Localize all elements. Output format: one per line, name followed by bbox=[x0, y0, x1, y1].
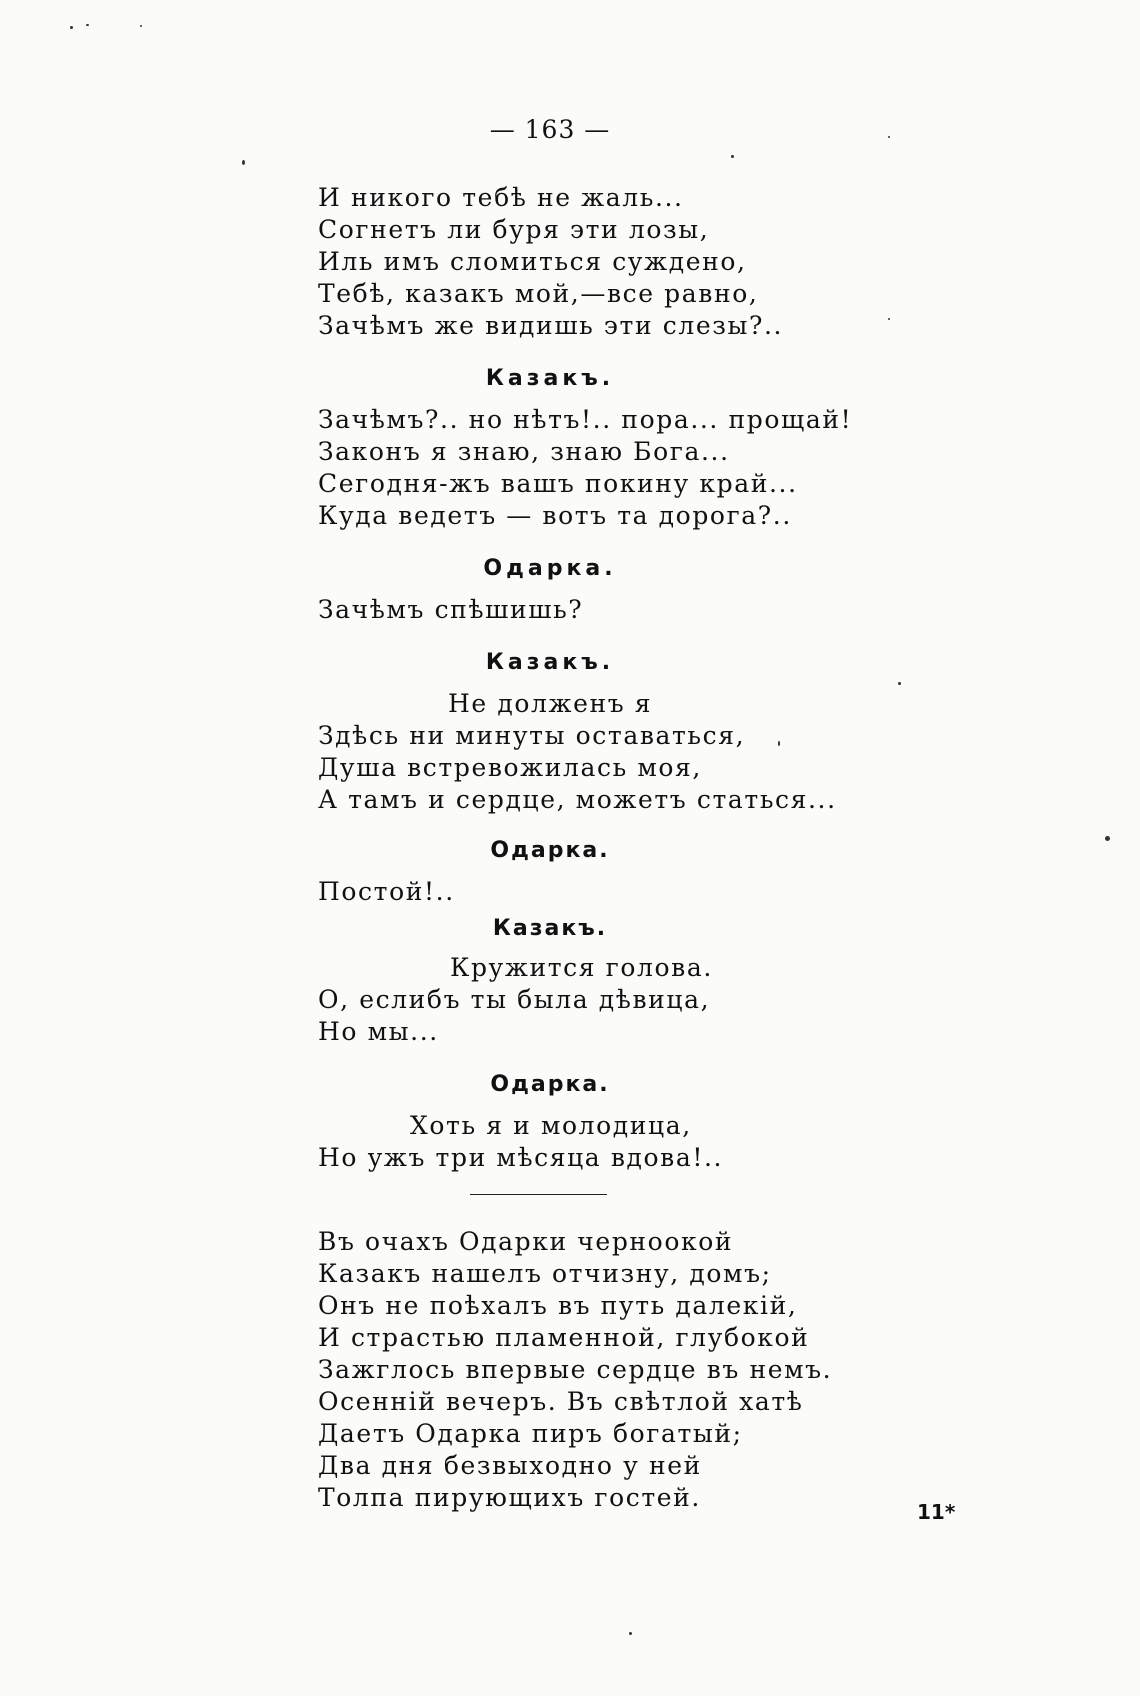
verse-line: Онъ не поѣхалъ въ путь далекій, bbox=[318, 1291, 798, 1320]
speaker-name: Одарка. bbox=[483, 556, 617, 581]
verse-line: Зачѣмъ же видишь эти слезы?.. bbox=[318, 311, 784, 340]
verse-line: Но мы... bbox=[318, 1017, 439, 1046]
verse-line: Кружится голова. bbox=[450, 953, 713, 982]
verse-line: Хоть я и молодица, bbox=[410, 1111, 692, 1140]
scan-speck bbox=[70, 26, 73, 29]
verse-line: Зачѣмъ?.. но нѣтъ!.. пора... прощай! bbox=[318, 405, 853, 434]
section-divider bbox=[470, 1194, 607, 1195]
scan-speck bbox=[778, 741, 780, 746]
speaker-name: Казакъ. bbox=[492, 916, 608, 941]
verse-line: Въ очахъ Одарки черноокой bbox=[318, 1227, 734, 1256]
scan-speck bbox=[888, 136, 890, 138]
scan-speck bbox=[86, 24, 89, 26]
verse-line: Толпа пирующихъ гостей. bbox=[318, 1483, 701, 1512]
verse-line: Зачѣмъ спѣшишь? bbox=[318, 595, 584, 624]
scan-speck bbox=[888, 318, 890, 320]
speaker-name: Казакъ. bbox=[485, 366, 615, 391]
verse-line: И страстью пламенной, глубокой bbox=[318, 1323, 810, 1352]
verse-line: Иль имъ сломиться суждено, bbox=[318, 247, 747, 276]
verse-line: Даетъ Одарка пиръ богатый; bbox=[318, 1419, 743, 1448]
verse-line: Казакъ нашелъ отчизну, домъ; bbox=[318, 1259, 772, 1288]
verse-line: Куда ведетъ — вотъ та дорога?.. bbox=[318, 501, 792, 530]
verse-line: И никого тебѣ не жаль... bbox=[318, 183, 684, 212]
page-number: — 163 — bbox=[489, 115, 611, 144]
scan-speck bbox=[140, 25, 142, 27]
verse-line: Душа встревожилась моя, bbox=[318, 753, 702, 782]
speaker-name: Казакъ. bbox=[485, 650, 615, 675]
speaker-name: Одарка. bbox=[490, 838, 610, 863]
verse-line: Сегодня-жъ вашъ покину край... bbox=[318, 469, 798, 498]
verse-line: Законъ я знаю, знаю Бога... bbox=[318, 437, 730, 466]
verse-line: О, еслибъ ты была дѣвица, bbox=[318, 985, 711, 1014]
signature-mark: 11* bbox=[917, 1500, 956, 1524]
scan-speck bbox=[898, 682, 901, 685]
verse-line: Осенній вечеръ. Въ свѣтлой хатѣ bbox=[318, 1387, 804, 1416]
verse-line: Тебѣ, казакъ мой,—все равно, bbox=[318, 279, 759, 308]
verse-line: Не долженъ я bbox=[448, 689, 653, 718]
verse-line: Постой!.. bbox=[318, 877, 455, 906]
scan-speck bbox=[731, 155, 734, 158]
scan-speck bbox=[1105, 836, 1110, 841]
verse-line: Согнетъ ли буря эти лозы, bbox=[318, 215, 710, 244]
verse-line: А тамъ и сердце, можетъ статься... bbox=[318, 785, 837, 814]
verse-line: Здѣсь ни минуты оставаться, bbox=[318, 721, 746, 750]
scan-speck bbox=[242, 160, 245, 165]
verse-line: Два дня безвыходно у ней bbox=[318, 1451, 702, 1480]
verse-line: Но ужъ три мѣсяца вдова!.. bbox=[318, 1143, 724, 1172]
scan-speck bbox=[629, 1632, 632, 1635]
verse-line: Зажглось впервые сердце въ немъ. bbox=[318, 1355, 833, 1384]
speaker-name: Одарка. bbox=[490, 1072, 610, 1097]
